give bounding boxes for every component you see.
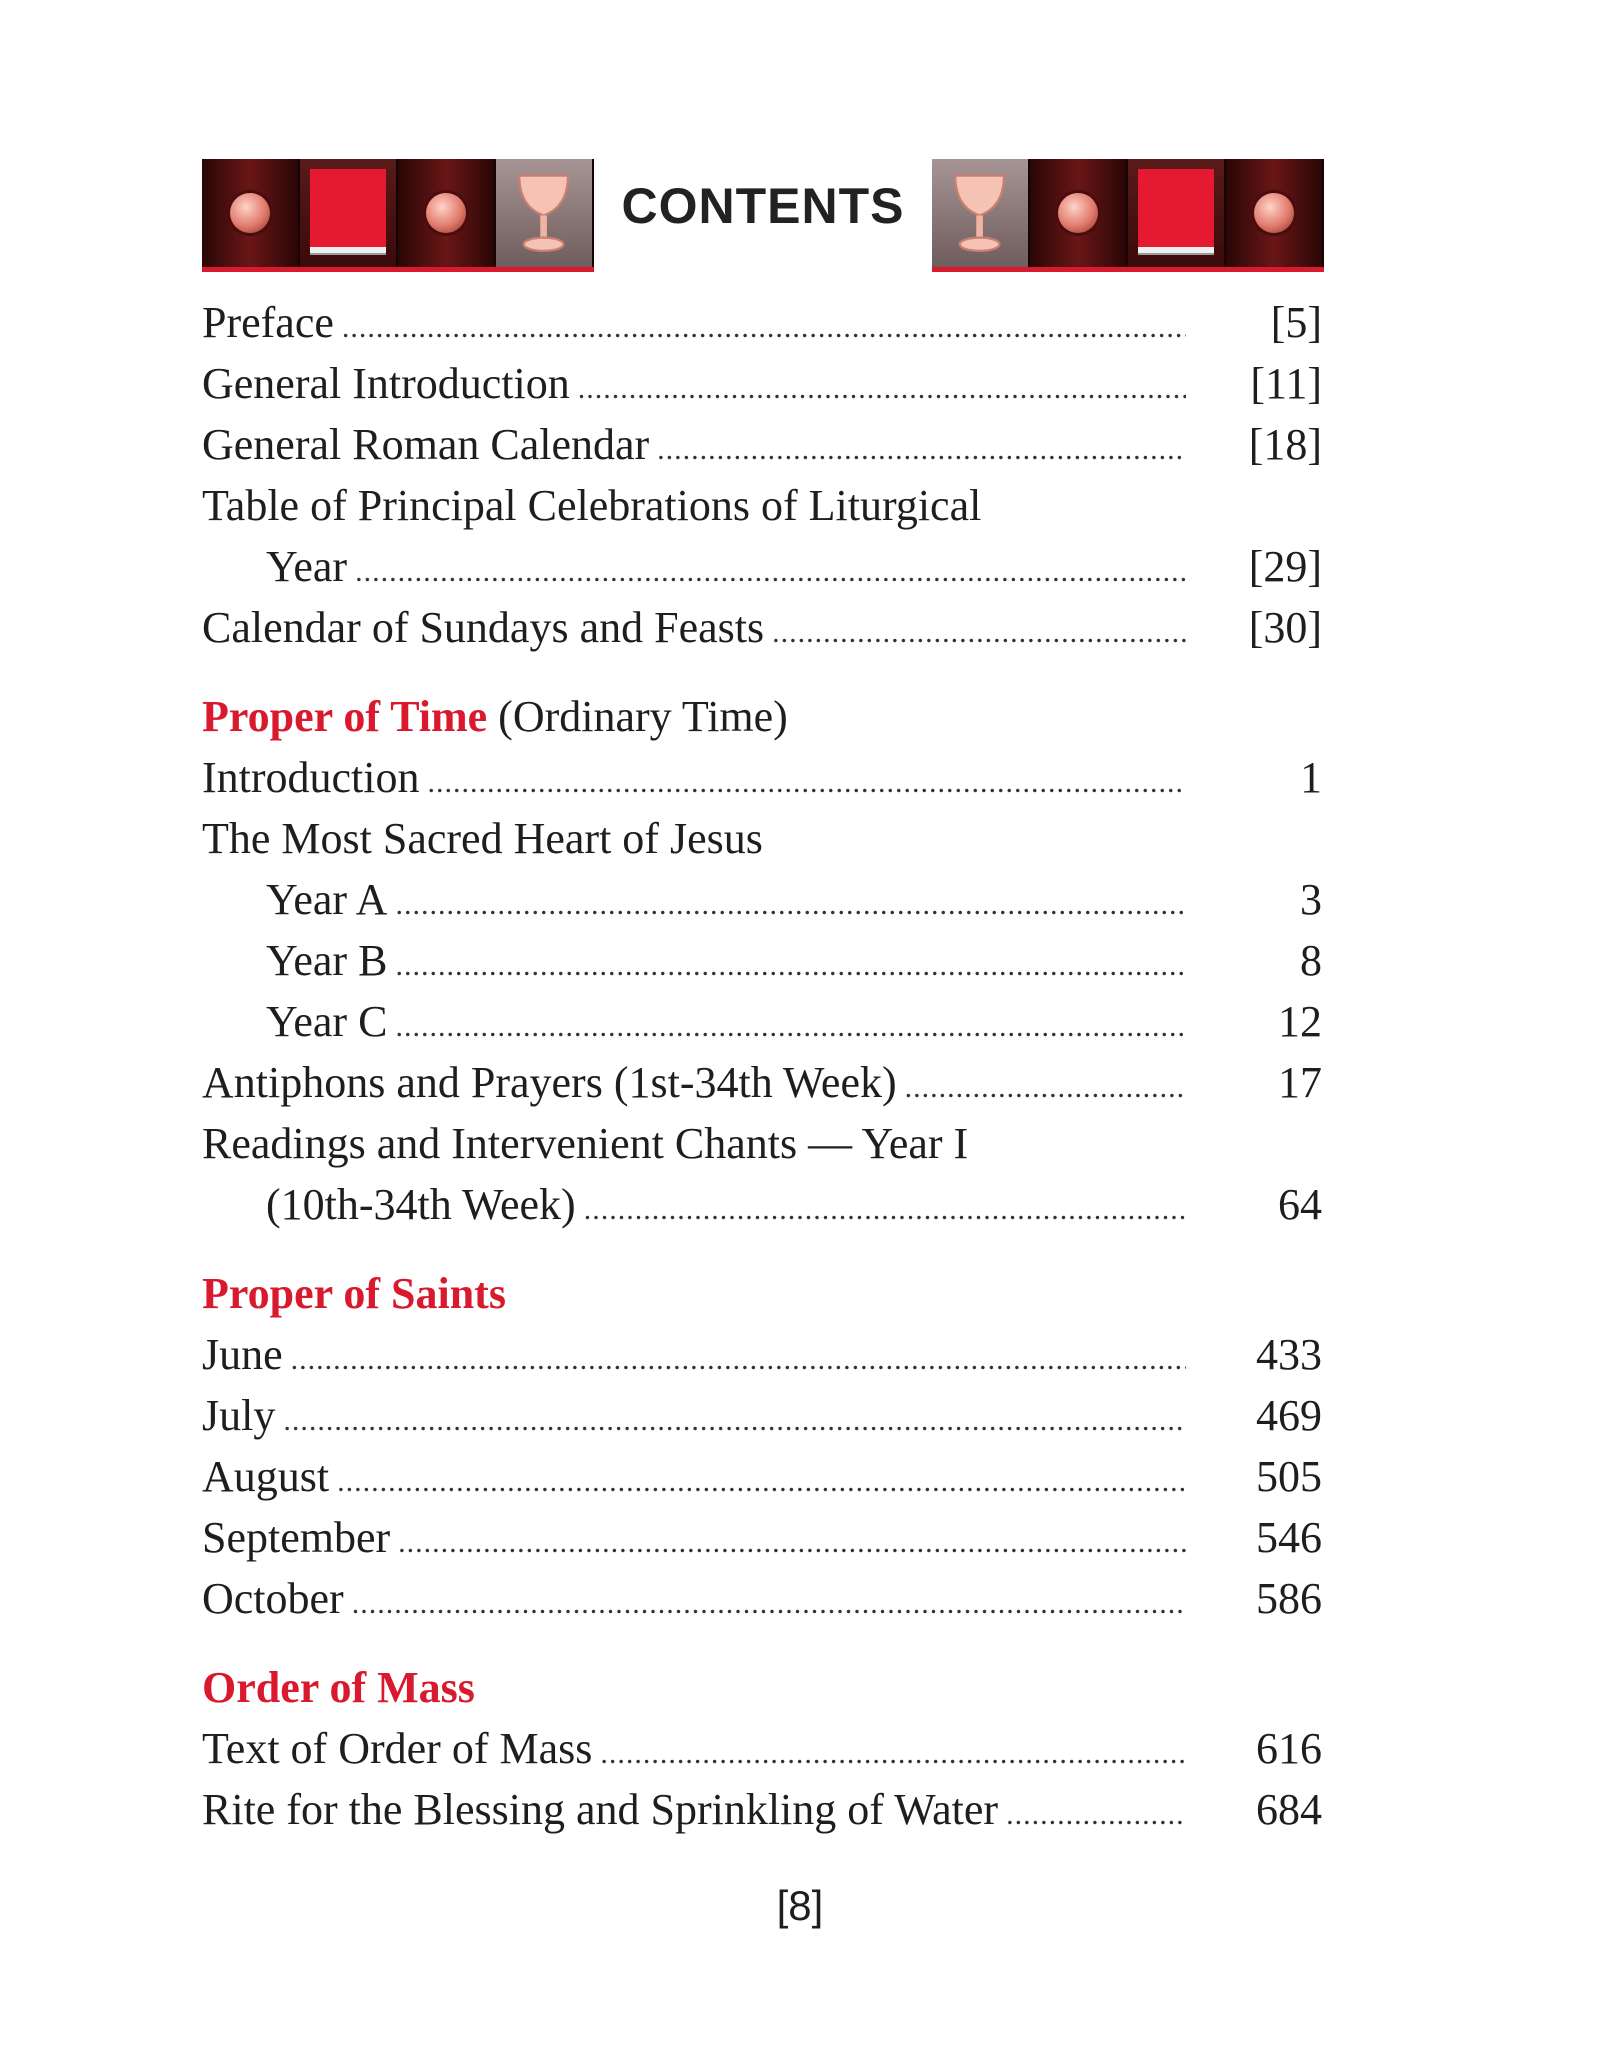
toc-entry-title: Preface [202,298,334,347]
section-heading[interactable] [202,686,1322,747]
toc-page-number: 1 [1300,753,1322,802]
toc-page-number: 433 [1256,1330,1322,1379]
dot-leader [337,1446,1186,1507]
dot-leader [657,414,1186,475]
dot-leader [600,1718,1186,1779]
toc-entry[interactable] [202,1779,1322,1840]
toc-entry[interactable] [202,1324,1322,1385]
toc-page-number: [29] [1248,542,1322,591]
toc-entry-title: August [202,1452,330,1501]
section-heading-title: Proper of Saints [202,1269,506,1318]
toc-entry[interactable] [202,1113,1322,1174]
dot-leader [395,991,1186,1052]
toc-page-number: 3 [1300,875,1322,924]
toc-entry-title: Readings and Intervenient Chants — Year I [202,1119,969,1168]
chalice-icon [932,159,1030,267]
toc-entry-title: Year A [266,875,388,924]
dot-leader [352,1568,1186,1629]
toc-page-number: [11] [1250,359,1322,408]
book-icon [1128,159,1226,267]
dot-leader [578,353,1186,414]
decorative-banner-right [932,159,1324,272]
toc-entry[interactable] [202,414,1322,475]
dot-leader [283,1385,1186,1446]
section-heading[interactable] [202,1657,1322,1718]
toc-entry-title: July [202,1391,276,1440]
toc-entry[interactable] [202,869,1322,930]
button-icon [1030,159,1128,267]
page-number: [8] [776,1882,824,1929]
toc-entry[interactable] [202,1385,1322,1446]
toc-entry-title: Text of Order of Mass [202,1724,593,1773]
toc-entry-title: Rite for the Blessing and Sprinkling of Water [202,1785,999,1834]
dot-leader [1006,1779,1186,1840]
toc-entry-title: (10th-34th Week) [266,1180,576,1229]
table-of-contents [202,292,1322,1840]
toc-entry[interactable] [202,747,1322,808]
toc-entry[interactable] [202,475,1322,536]
button-icon [1226,159,1324,267]
dot-leader [398,1507,1186,1568]
toc-page-number: [5] [1270,298,1322,347]
toc-entry-title: June [202,1330,283,1379]
toc-page-number: [30] [1248,603,1322,652]
dot-leader [584,1174,1186,1235]
toc-entry[interactable] [202,597,1322,658]
toc-entry-title: General Introduction [202,359,570,408]
toc-page-number: 684 [1256,1785,1322,1834]
toc-entry-title: General Roman Calendar [202,420,650,469]
dot-leader [772,597,1186,658]
toc-entry-title: September [202,1513,391,1562]
dot-leader [428,747,1186,808]
section-heading-title: Proper of Time [202,692,488,741]
toc-entry[interactable] [202,1446,1322,1507]
dot-leader [395,869,1186,930]
toc-page-number: 616 [1256,1724,1322,1773]
contents-header [202,159,1324,272]
toc-page-number: 17 [1278,1058,1322,1107]
toc-entry[interactable] [202,353,1322,414]
toc-entry-title: October [202,1574,344,1623]
dot-leader [355,536,1186,597]
page-title: CONTENTS [621,178,905,234]
toc-entry[interactable] [202,930,1322,991]
toc-entry-title: Introduction [202,753,420,802]
section-heading-subtitle: (Ordinary Time) [498,692,788,741]
dot-leader [905,1052,1186,1113]
toc-page-number: 505 [1256,1452,1322,1501]
toc-page-number: 8 [1300,936,1322,985]
toc-page-number: 64 [1278,1180,1322,1229]
toc-entry[interactable] [202,991,1322,1052]
toc-entry[interactable] [202,536,1322,597]
toc-page-number: 546 [1256,1513,1322,1562]
toc-page-number: 469 [1256,1391,1322,1440]
section-heading[interactable] [202,1263,1322,1324]
toc-entry-title: Year C [266,997,388,1046]
toc-page-number: 586 [1256,1574,1322,1623]
dot-leader [342,292,1186,353]
dot-leader [395,930,1186,991]
toc-entry[interactable] [202,292,1322,353]
toc-entry-title: Table of Principal Celebrations of Liturgical [202,481,982,530]
toc-entry-title: Calendar of Sundays and Feasts [202,603,765,652]
dot-leader [291,1324,1186,1385]
toc-entry-title: Year [266,542,348,591]
toc-entry[interactable] [202,1052,1322,1113]
toc-entry[interactable] [202,1507,1322,1568]
toc-entry[interactable] [202,1718,1322,1779]
toc-page-number: 12 [1278,997,1322,1046]
toc-entry-title: The Most Sacred Heart of Jesus [202,814,763,863]
toc-entry[interactable] [202,808,1322,869]
toc-page-number: [18] [1248,420,1322,469]
section-heading-title: Order of Mass [202,1663,475,1712]
toc-entry-title: Year B [266,936,388,985]
toc-entry[interactable] [202,1568,1322,1629]
toc-entry-title: Antiphons and Prayers (1st-34th Week) [202,1058,897,1107]
toc-entry[interactable] [202,1174,1322,1235]
